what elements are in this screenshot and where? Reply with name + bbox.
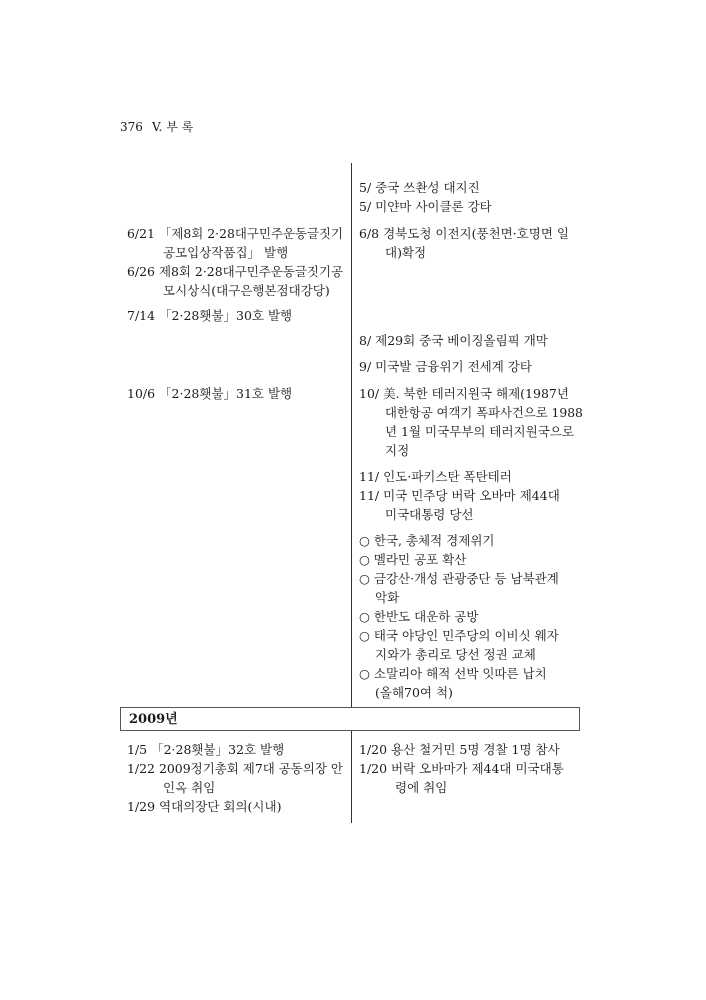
year-header-2009: [120, 707, 580, 731]
page-header: [120, 118, 193, 137]
column-divider-lower: [351, 731, 352, 823]
year-label: 2009년: [129, 712, 178, 727]
column-divider-upper: [351, 163, 352, 707]
page-number: 376: [120, 120, 143, 134]
section-title: V. 부 록: [152, 120, 194, 134]
